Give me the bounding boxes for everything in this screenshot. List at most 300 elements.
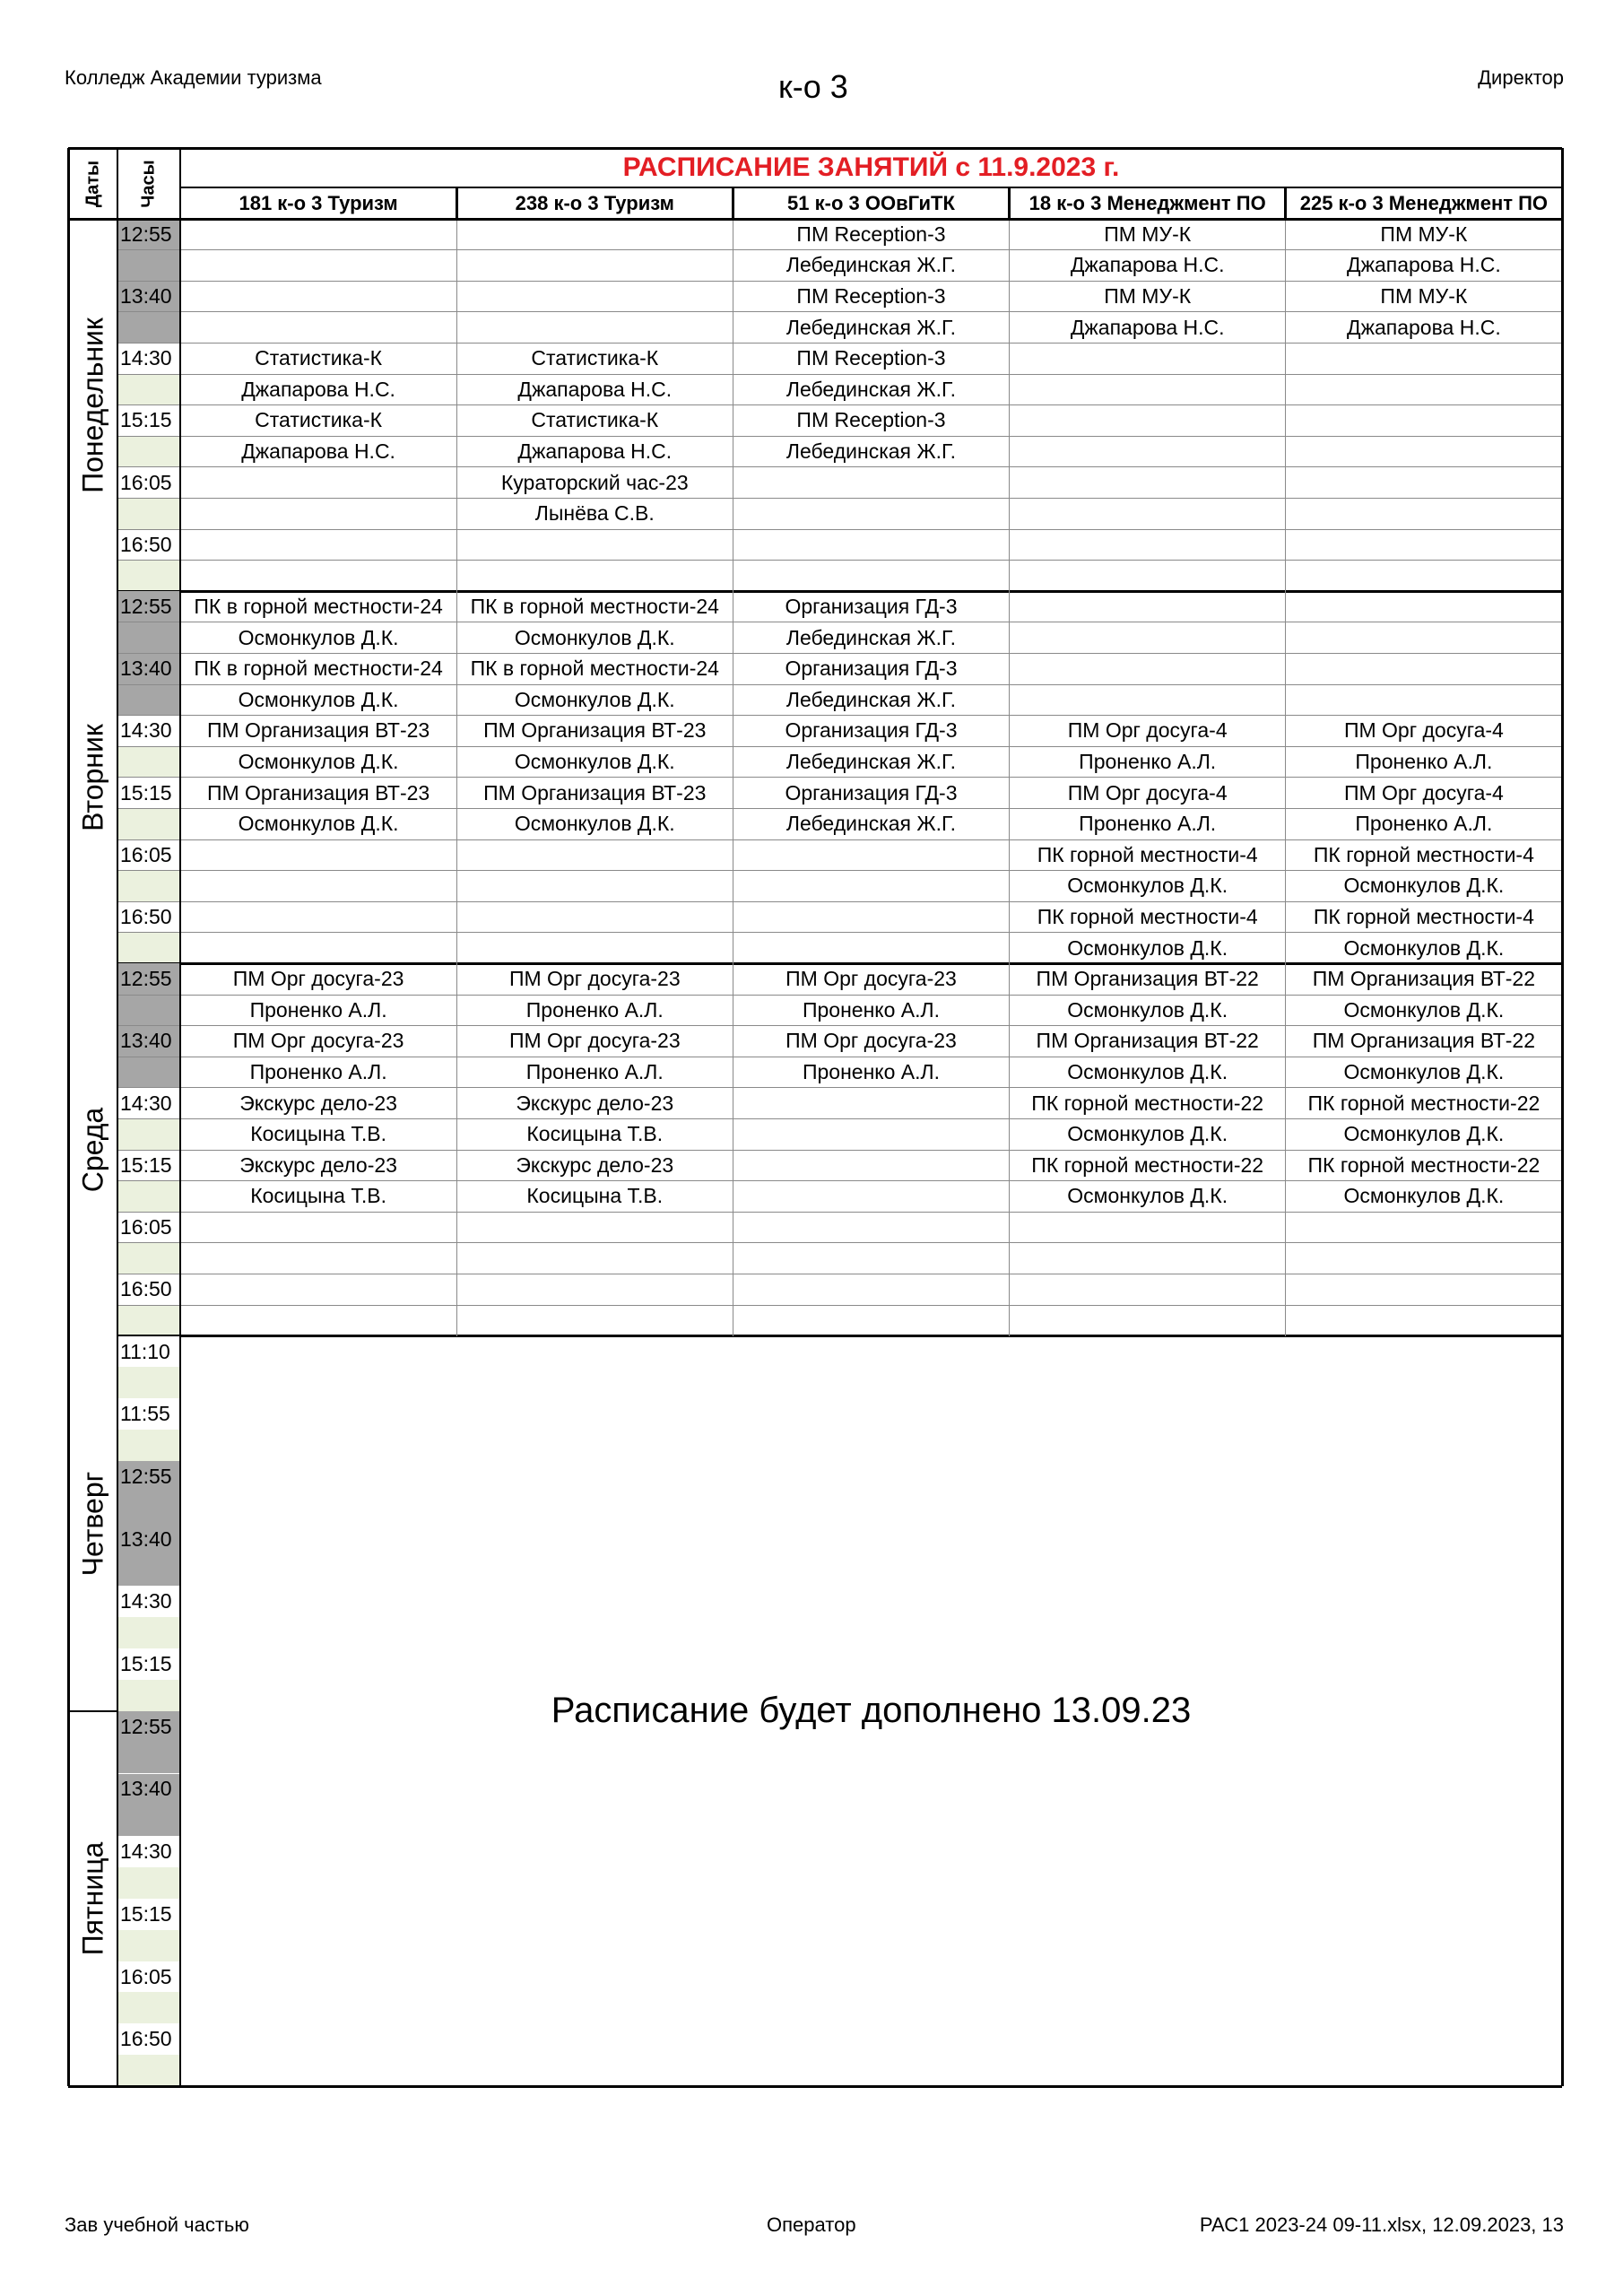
time-spacer (117, 374, 180, 405)
schedule-cell: Статистика-К (531, 408, 659, 432)
grid-line (117, 1087, 1562, 1088)
schedule-cell: Организация ГД-3 (785, 718, 958, 743)
schedule-cell (180, 312, 456, 344)
time-cell: 13:40 (117, 281, 180, 312)
grid-line (117, 281, 1562, 282)
time-cell: 16:50 (117, 901, 180, 933)
schedule-cell (456, 250, 733, 282)
day-label: Понедельник (76, 317, 108, 493)
schedule-cell (456, 529, 733, 561)
time-cell: 13:40 (117, 653, 180, 684)
schedule-cell: Проненко А.Л. (249, 1059, 387, 1083)
group-header: 238 к-о 3 Туризм (515, 191, 674, 214)
schedule-cell: ПМ Организация ВТ-23 (483, 780, 707, 804)
grid-line (117, 684, 1562, 685)
schedule-cell (1286, 498, 1562, 529)
schedule-cell (1010, 622, 1286, 654)
rule-line (180, 187, 1562, 188)
grid-line (117, 560, 1562, 561)
schedule-cell (1010, 529, 1286, 561)
schedule-cell: ПК горной местности-4 (1037, 904, 1258, 928)
time-spacer (117, 1617, 180, 1648)
footer-operator: Оператор (767, 2213, 856, 2236)
schedule-cell (733, 871, 1009, 902)
rule-line (456, 187, 458, 219)
schedule-cell: Организация ГД-3 (785, 594, 958, 618)
schedule-cell (1286, 653, 1562, 684)
schedule-cell: ПК горной местности-4 (1313, 904, 1534, 928)
group-header: 18 к-о 3 Менеджмент ПО (1028, 191, 1266, 214)
time-spacer (117, 436, 180, 467)
time-spacer (117, 1181, 180, 1213)
schedule-cell (1286, 591, 1562, 622)
schedule-cell (180, 467, 456, 499)
time-spacer (117, 2055, 180, 2086)
day-label: Вторник (76, 723, 108, 831)
schedule-cell: Осмонкулов Д.К. (1343, 874, 1505, 898)
grid-line (117, 777, 1562, 778)
schedule-cell (180, 901, 456, 933)
time-cell: 12:55 (117, 1461, 180, 1492)
schedule-cell: Осмонкулов Д.К. (1343, 1122, 1505, 1146)
schedule-cell (733, 467, 1009, 499)
schedule-cell (1010, 436, 1286, 467)
schedule-cell (456, 1305, 733, 1336)
schedule-cell: Джапарова Н.С. (241, 439, 395, 463)
schedule-cell (1286, 1243, 1562, 1274)
time-cell: 14:30 (117, 1088, 180, 1119)
rule-line (67, 148, 70, 2086)
schedule-cell (180, 250, 456, 282)
schedule-note: Расписание будет дополнено 13.09.23 (551, 1691, 1192, 1731)
schedule-cell: ПМ Орг досуга-4 (1343, 780, 1504, 804)
schedule-cell (456, 839, 733, 871)
schedule-cell (180, 933, 456, 964)
grid-line (117, 932, 1562, 933)
schedule-cell (1010, 1305, 1286, 1336)
schedule-cell: ПМ Орг досуга-23 (232, 967, 404, 991)
schedule-cell (456, 901, 733, 933)
time-cell: 15:15 (117, 778, 180, 809)
schedule-cell (1010, 653, 1286, 684)
grid-line (117, 249, 1562, 250)
schedule-cell (1286, 343, 1562, 374)
schedule-cell (1010, 561, 1286, 592)
schedule-cell: Осмонкулов Д.К. (1343, 935, 1505, 960)
schedule-cell: ПМ Организация ВТ-22 (1312, 1029, 1536, 1053)
schedule-cell: Проненко А.Л. (525, 997, 664, 1022)
schedule-cell: Осмонкулов Д.К. (514, 812, 675, 836)
group-header: 181 к-о 3 Туризм (239, 191, 398, 214)
grid-line (117, 653, 1562, 654)
time-spacer (117, 1057, 180, 1088)
schedule-cell (733, 1181, 1009, 1213)
schedule-cell: Осмонкулов Д.К. (1343, 1059, 1505, 1083)
time-spacer (117, 622, 180, 654)
time-cell: 12:55 (117, 591, 180, 622)
time-spacer (117, 1805, 180, 1836)
schedule-cell: Осмонкулов Д.К. (514, 749, 675, 773)
schedule-cell: Статистика-К (531, 346, 659, 370)
grid-line (117, 901, 1562, 902)
grid-line (117, 374, 1562, 375)
schedule-cell: Осмонкулов Д.К. (1067, 874, 1228, 898)
time-spacer (117, 1867, 180, 1899)
schedule-cell (1010, 684, 1286, 716)
schedule-cell (733, 1118, 1009, 1150)
schedule-cell: ПК горной местности-22 (1307, 1091, 1541, 1115)
grid-line (117, 1025, 1562, 1026)
time-spacer (117, 808, 180, 839)
time-cell: 13:40 (117, 1026, 180, 1057)
schedule-table (68, 148, 1562, 2086)
schedule-cell: ПМ Орг досуга-23 (508, 967, 681, 991)
schedule-cell: Лебединская Ж.Г. (785, 812, 957, 836)
time-spacer (117, 1930, 180, 1961)
schedule-cell: Косицына Т.В. (526, 1122, 664, 1146)
schedule-cell: Проненко А.Л. (802, 997, 940, 1022)
schedule-cell: Осмонкулов Д.К. (514, 625, 675, 649)
schedule-cell: ПК горной местности-22 (1031, 1091, 1264, 1115)
schedule-cell (733, 561, 1009, 592)
grid-line (117, 746, 1562, 747)
time-spacer (117, 498, 180, 529)
schedule-cell (180, 219, 456, 250)
group-header: 51 к-о 3 ООвГиТК (787, 191, 955, 214)
schedule-cell (1010, 374, 1286, 405)
schedule-cell: Осмонкулов Д.К. (1067, 1059, 1228, 1083)
schedule-cell: Осмонкулов Д.К. (1067, 1184, 1228, 1208)
schedule-cell: Осмонкулов Д.К. (238, 812, 399, 836)
college-name: Колледж Академии туризма (65, 66, 322, 89)
grid-line (117, 311, 1562, 312)
schedule-cell: Осмонкулов Д.К. (238, 625, 399, 649)
time-cell: 15:15 (117, 405, 180, 437)
grid-line (1009, 187, 1010, 1336)
schedule-cell: Осмонкулов Д.К. (1343, 1184, 1505, 1208)
schedule-cell: Экскурс дело-23 (239, 1152, 397, 1177)
schedule-cell (180, 871, 456, 902)
time-cell: 16:05 (117, 1212, 180, 1243)
grid-line (117, 466, 1562, 467)
time-spacer (117, 561, 180, 592)
schedule-cell (733, 1212, 1009, 1243)
schedule-cell (456, 871, 733, 902)
schedule-cell: Джапарова Н.С. (1070, 315, 1225, 339)
schedule-cell: ПМ Орг досуга-23 (232, 1029, 404, 1053)
schedule-cell (1286, 1305, 1562, 1336)
grid-line (117, 1118, 1562, 1119)
time-cell: 12:55 (117, 219, 180, 250)
schedule-cell: Косицына Т.В. (250, 1122, 386, 1146)
time-cell: 14:30 (117, 1586, 180, 1617)
grid-line (117, 404, 1562, 405)
rule-line (179, 148, 181, 2086)
schedule-cell: Проненко А.Л. (1355, 749, 1493, 773)
schedule-cell: Статистика-К (255, 346, 383, 370)
schedule-cell: ПК горной местности-4 (1037, 842, 1258, 866)
time-cell: 12:55 (117, 963, 180, 995)
time-spacer (117, 995, 180, 1026)
time-cell: 15:15 (117, 1899, 180, 1930)
time-cell: 14:30 (117, 343, 180, 374)
schedule-cell (180, 1212, 456, 1243)
grid-line (117, 436, 1562, 437)
schedule-cell: ПМ Reception-3 (796, 346, 946, 370)
schedule-cell: Лебединская Ж.Г. (785, 253, 957, 277)
schedule-cell: ПМ Орг досуга-4 (1067, 718, 1228, 743)
schedule-cell: Осмонкулов Д.К. (238, 687, 399, 711)
sheet-title: к-о 3 (778, 68, 848, 105)
schedule-cell: ПМ Организация ВТ-23 (206, 718, 430, 743)
time-cell: 14:30 (117, 716, 180, 747)
schedule-cell (1286, 436, 1562, 467)
schedule-cell (456, 219, 733, 250)
rule-line (732, 187, 734, 219)
schedule-cell (733, 1243, 1009, 1274)
grid-line (117, 1180, 1562, 1181)
schedule-cell: ПМ Организация ВТ-23 (483, 718, 707, 743)
schedule-cell: ПМ Организация ВТ-22 (1312, 967, 1536, 991)
schedule-cell: ПМ Орг досуга-4 (1343, 718, 1504, 743)
schedule-cell: ПМ МУ-К (1380, 222, 1468, 246)
schedule-cell (456, 561, 733, 592)
schedule-cell (1010, 1212, 1286, 1243)
time-spacer (117, 933, 180, 964)
schedule-cell (1010, 1274, 1286, 1305)
time-spacer (117, 1118, 180, 1150)
time-spacer (117, 1992, 180, 2023)
time-spacer (117, 1367, 180, 1398)
rule-line (68, 1710, 117, 1712)
schedule-cell (1286, 374, 1562, 405)
schedule-cell (180, 1305, 456, 1336)
schedule-cell (180, 498, 456, 529)
grid-line (117, 1305, 1562, 1306)
schedule-cell: Лебединская Ж.Г. (785, 749, 957, 773)
grid-line (117, 498, 1562, 499)
schedule-cell (1286, 561, 1562, 592)
schedule-cell: ПМ Орг досуга-23 (785, 1029, 957, 1053)
schedule-cell: ПМ МУ-К (1104, 283, 1192, 308)
schedule-cell: Проненко А.Л. (525, 1059, 664, 1083)
schedule-cell: Проненко А.Л. (1355, 812, 1493, 836)
schedule-cell: ПК горной местности-22 (1031, 1152, 1264, 1177)
schedule-cell: Экскурс дело-23 (516, 1091, 674, 1115)
rule-line (68, 147, 1562, 150)
schedule-cell (733, 1305, 1009, 1336)
schedule-cell (180, 281, 456, 312)
schedule-cell (456, 933, 733, 964)
schedule-cell: ПК в горной местности-24 (470, 657, 719, 681)
day-label: Среда (76, 1107, 108, 1193)
schedule-cell (456, 1243, 733, 1274)
schedule-cell: Экскурс дело-23 (516, 1152, 674, 1177)
rule-line (117, 148, 118, 2086)
time-spacer (117, 1555, 180, 1587)
time-cell: 16:50 (117, 529, 180, 561)
time-spacer (117, 1743, 180, 1774)
schedule-cell: Джапарова Н.С. (241, 377, 395, 401)
schedule-cell: Джапарова Н.С. (1347, 253, 1501, 277)
schedule-cell (456, 312, 733, 344)
col-hours-label: Часы (138, 159, 159, 208)
schedule-cell (456, 1212, 733, 1243)
schedule-cell: Осмонкулов Д.К. (514, 687, 675, 711)
grid-line (1285, 187, 1286, 1336)
schedule-cell (733, 839, 1009, 871)
grid-line (117, 870, 1562, 871)
time-spacer (117, 312, 180, 344)
rule-line (68, 2085, 1562, 2088)
schedule-cell: Косицына Т.В. (526, 1184, 664, 1208)
time-spacer (117, 1492, 180, 1524)
schedule-cell (180, 529, 456, 561)
schedule-cell: Осмонкулов Д.К. (1067, 935, 1228, 960)
schedule-cell: Проненко А.Л. (1079, 812, 1217, 836)
schedule-cell (180, 839, 456, 871)
schedule-cell: Лебединская Ж.Г. (785, 439, 957, 463)
schedule-cell: ПК горной местности-4 (1313, 842, 1534, 866)
schedule-cell: Косицына Т.В. (250, 1184, 386, 1208)
schedule-cell: ПМ МУ-К (1104, 222, 1192, 246)
schedule-cell (1286, 1274, 1562, 1305)
schedule-cell (1010, 467, 1286, 499)
rule-line (1008, 187, 1011, 219)
schedule-cell: Лынёва С.В. (534, 501, 655, 526)
schedule-cell: Проненко А.Л. (249, 997, 387, 1022)
time-cell: 16:50 (117, 1274, 180, 1305)
schedule-cell: ПМ Reception-3 (796, 283, 946, 308)
time-spacer (117, 1243, 180, 1274)
schedule-cell (733, 1088, 1009, 1119)
schedule-cell: Лебединская Ж.Г. (785, 687, 957, 711)
schedule-cell (1286, 405, 1562, 437)
schedule-cell (1286, 467, 1562, 499)
rule-line (1284, 187, 1287, 219)
schedule-cell: ПМ Reception-3 (796, 222, 946, 246)
schedule-cell: Джапарова Н.С. (1070, 253, 1225, 277)
schedule-cell (1010, 343, 1286, 374)
grid-line (117, 839, 1562, 840)
time-spacer (117, 684, 180, 716)
schedule-cell: Проненко А.Л. (1079, 749, 1217, 773)
schedule-cell (1286, 1212, 1562, 1243)
schedule-cell (1010, 1243, 1286, 1274)
schedule-cell (1010, 405, 1286, 437)
schedule-cell (1286, 684, 1562, 716)
schedule-cell: Джапарова Н.С. (517, 439, 673, 463)
grid-line (117, 808, 1562, 809)
schedule-cell (180, 1274, 456, 1305)
schedule-cell (1010, 498, 1286, 529)
schedule-cell (733, 498, 1009, 529)
schedule-cell (733, 1150, 1009, 1181)
schedule-cell: Кураторский час-23 (500, 470, 689, 494)
schedule-cell: ПК в горной местности-24 (194, 594, 443, 618)
schedule-cell: ПМ Орг досуга-4 (1067, 780, 1228, 804)
schedule-cell (733, 529, 1009, 561)
time-cell: 15:15 (117, 1150, 180, 1181)
schedule-cell: Джапарова Н.С. (517, 377, 673, 401)
time-spacer (117, 1430, 180, 1461)
time-spacer (117, 746, 180, 778)
day-label: Пятница (76, 1841, 108, 1956)
schedule-cell (733, 1274, 1009, 1305)
time-cell: 14:30 (117, 1836, 180, 1867)
time-spacer (117, 1680, 180, 1711)
schedule-cell (1010, 591, 1286, 622)
time-cell: 13:40 (117, 1774, 180, 1805)
schedule-cell: Осмонкулов Д.К. (238, 749, 399, 773)
rule-line (68, 218, 1562, 221)
schedule-cell (456, 1274, 733, 1305)
schedule-cell: ПМ Организация ВТ-23 (206, 780, 430, 804)
time-cell: 16:05 (117, 467, 180, 499)
schedule-cell: ПК горной местности-22 (1307, 1152, 1541, 1177)
time-cell: 16:05 (117, 1961, 180, 1993)
director-label: Директор (1478, 66, 1564, 89)
schedule-cell: Статистика-К (255, 408, 383, 432)
day-label: Четверг (76, 1471, 108, 1576)
schedule-cell (1286, 622, 1562, 654)
schedule-cell: Лебединская Ж.Г. (785, 315, 957, 339)
schedule-cell (180, 561, 456, 592)
schedule-cell: Осмонкулов Д.К. (1343, 997, 1505, 1022)
grid-line (117, 529, 1562, 530)
grid-line (117, 1150, 1562, 1151)
time-spacer (117, 250, 180, 282)
grid-line (117, 1242, 1562, 1243)
time-cell: 15:15 (117, 1648, 180, 1680)
time-cell: 11:55 (117, 1398, 180, 1430)
footer-file-info: РАС1 2023-24 09-11.xlsx, 12.09.2023, 13 (1199, 2213, 1564, 2236)
schedule-cell: Осмонкулов Д.К. (1067, 997, 1228, 1022)
schedule-cell: ПМ Орг досуга-23 (785, 967, 957, 991)
schedule-cell: Проненко А.Л. (802, 1059, 940, 1083)
group-header: 225 к-о 3 Менеджмент ПО (1299, 191, 1549, 214)
grid-line (117, 715, 1562, 716)
rule-line (1561, 148, 1564, 2086)
schedule-cell: ПК в горной местности-24 (194, 657, 443, 681)
schedule-cell: ПМ МУ-К (1380, 283, 1468, 308)
schedule-cell: Лебединская Ж.Г. (785, 377, 957, 401)
schedule-cell: Организация ГД-3 (785, 657, 958, 681)
schedule-cell (733, 933, 1009, 964)
time-spacer (117, 871, 180, 902)
schedule-cell: ПМ Орг досуга-23 (508, 1029, 681, 1053)
time-cell: 16:50 (117, 2023, 180, 2055)
time-cell: 13:40 (117, 1524, 180, 1555)
schedule-cell (733, 901, 1009, 933)
schedule-cell: ПМ Организация ВТ-22 (1036, 967, 1259, 991)
grid-line (456, 187, 457, 1336)
schedule-cell: Осмонкулов Д.К. (1067, 1122, 1228, 1146)
schedule-cell (1286, 529, 1562, 561)
time-spacer (117, 1305, 180, 1336)
schedule-cell: Организация ГД-3 (785, 780, 958, 804)
schedule-cell: Джапарова Н.С. (1347, 315, 1501, 339)
footer-deputy: Зав учебной частью (65, 2213, 249, 2236)
schedule-title: РАСПИСАНИЕ ЗАНЯТИЙ с 11.9.2023 г. (622, 152, 1120, 182)
time-cell: 16:05 (117, 839, 180, 871)
schedule-cell: ПМ Организация ВТ-22 (1036, 1029, 1259, 1053)
col-days-label: Даты (82, 160, 102, 207)
schedule-cell: Лебединская Ж.Г. (785, 625, 957, 649)
schedule-cell: ПМ Reception-3 (796, 408, 946, 432)
grid-line (117, 1212, 1562, 1213)
grid-line (117, 343, 1562, 344)
